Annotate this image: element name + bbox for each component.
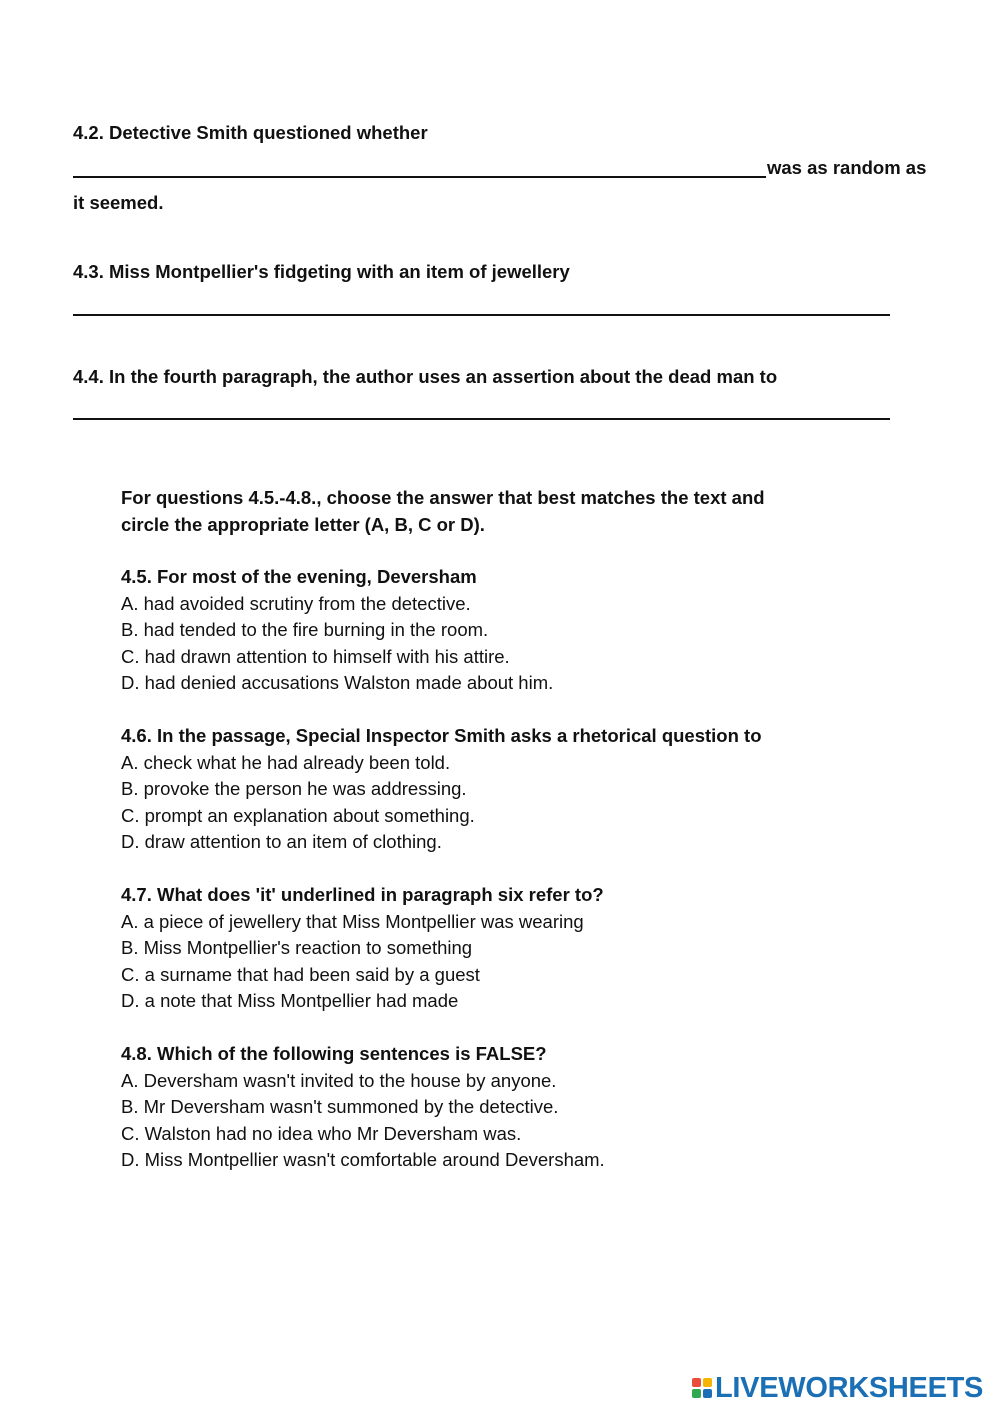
option-4-5-d[interactable]: D. had denied accusations Walston made about him. xyxy=(121,672,554,693)
option-4-5-b[interactable]: B. had tended to the fire burning in the room. xyxy=(121,619,489,640)
option-4-7-b[interactable]: B. Miss Montpellier's reaction to something xyxy=(121,937,473,958)
liveworksheets-brand xyxy=(692,1372,983,1404)
liveworksheets-logo-icon xyxy=(692,1378,712,1398)
logo-square-green xyxy=(692,1389,701,1398)
question-4-7 xyxy=(121,882,881,1015)
question-4-8 xyxy=(121,1041,881,1174)
option-4-7-c[interactable]: C. a surname that had been said by a guest xyxy=(121,963,480,985)
instruction-line-1: For questions 4.5.-4.8., choose the answer that best matches the text and xyxy=(121,487,765,508)
multiple-choice-section xyxy=(121,485,881,1200)
question-4-4-prompt: 4.4. In the fourth paragraph, the author uses an assertion about the dead man to xyxy=(73,366,778,387)
option-4-8-b[interactable]: B. Mr Deversham wasn't summoned by the detective. xyxy=(121,1096,559,1117)
question-4-8-stem: 4.8. Which of the following sentences is FALSE? xyxy=(121,1043,547,1064)
option-4-7-d[interactable]: D. a note that Miss Montpellier had made xyxy=(121,990,459,1011)
question-4-5-stem: 4.5. For most of the evening, Deversham xyxy=(121,566,477,587)
option-4-6-a[interactable]: A. check what he had already been told. xyxy=(121,751,451,773)
option-4-5-a[interactable]: A. had avoided scrutiny from the detective. xyxy=(121,592,471,614)
multiple-choice-instructions xyxy=(121,485,881,538)
question-4-7-stem: 4.7. What does 'it' underlined in paragraph six refer to? xyxy=(121,884,604,905)
liveworksheets-wordmark: LIVEWORKSHEETS xyxy=(715,1372,984,1404)
instruction-line-2: circle the appropriate letter (A, B, C or D). xyxy=(121,513,485,535)
question-4-2-after-blank: was as random as xyxy=(767,157,927,178)
option-4-7-a[interactable]: A. a piece of jewellery that Miss Montpellier was wearing xyxy=(121,910,584,932)
option-4-5-c[interactable]: C. had drawn attention to himself with his attire. xyxy=(121,645,510,667)
question-4-4-answer-blank[interactable] xyxy=(73,418,890,420)
question-4-2-prompt: 4.2. Detective Smith questioned whether xyxy=(73,122,428,143)
question-4-3-answer-blank[interactable] xyxy=(73,314,890,316)
logo-square-blue xyxy=(703,1389,712,1398)
option-4-6-d[interactable]: D. draw attention to an item of clothing. xyxy=(121,831,442,852)
question-4-2-continuation: it seemed. xyxy=(73,192,164,213)
option-4-6-c[interactable]: C. prompt an explanation about something. xyxy=(121,804,475,826)
option-4-8-a[interactable]: A. Deversham wasn't invited to the house by anyone. xyxy=(121,1069,557,1091)
logo-square-red xyxy=(692,1378,701,1387)
question-4-6-stem: 4.6. In the passage, Special Inspector Smith asks a rhetorical question to xyxy=(121,725,762,746)
option-4-8-c[interactable]: C. Walston had no idea who Mr Deversham was. xyxy=(121,1122,522,1144)
question-4-2-answer-blank[interactable] xyxy=(73,176,766,178)
logo-square-yellow xyxy=(703,1378,712,1387)
option-4-6-b[interactable]: B. provoke the person he was addressing. xyxy=(121,778,467,799)
option-4-8-d[interactable]: D. Miss Montpellier wasn't comfortable around Deversham. xyxy=(121,1149,605,1170)
question-4-6 xyxy=(121,723,881,856)
question-4-5 xyxy=(121,564,881,697)
question-4-3-prompt: 4.3. Miss Montpellier's fidgeting with an item of jewellery xyxy=(73,261,570,282)
